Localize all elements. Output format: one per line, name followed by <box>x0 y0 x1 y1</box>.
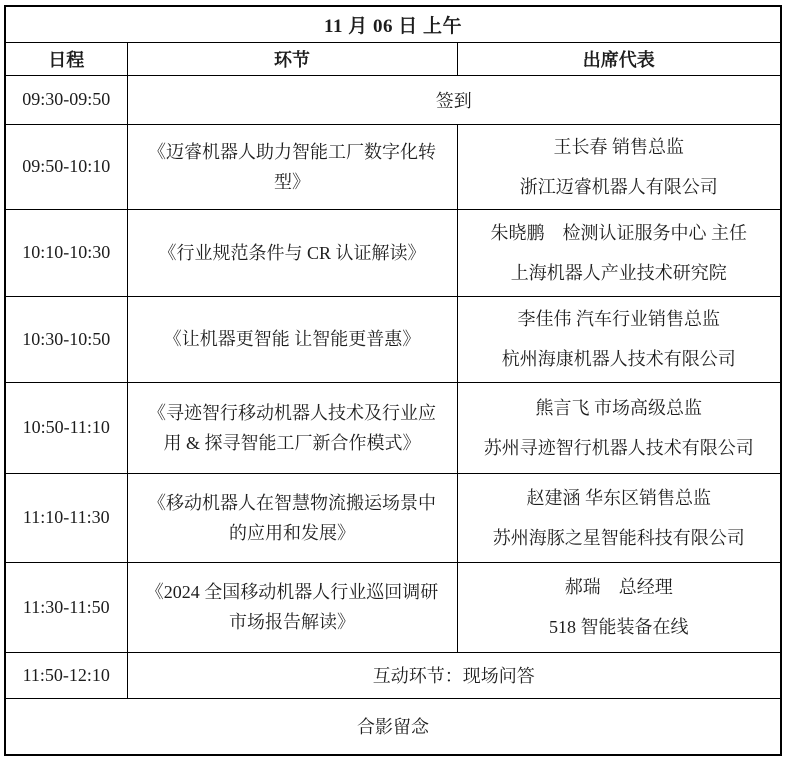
time-cell: 10:10-10:30 <box>5 209 127 296</box>
time-cell: 11:30-11:50 <box>5 562 127 652</box>
speaker-cell <box>457 296 781 382</box>
table-row <box>5 209 781 296</box>
time-cell: 10:50-11:10 <box>5 382 127 473</box>
speaker-name: 朱晓鹏 检测认证服务中心 主任 <box>490 222 748 243</box>
table-header-row <box>5 42 781 75</box>
speaker-cell <box>457 473 781 562</box>
speaker-org: 浙江迈睿机器人有限公司 <box>519 176 718 197</box>
speaker-cell <box>457 124 781 209</box>
time-cell: 09:30-09:50 <box>5 75 127 124</box>
speaker-name: 赵建涵 华东区销售总监 <box>526 487 712 508</box>
qa-cell: 互动环节：现场问答 <box>127 652 781 698</box>
session-cell: 《移动机器人在智慧物流搬运场景中的应用和发展》 <box>127 473 457 562</box>
speaker-name: 王长春 销售总监 <box>553 136 685 157</box>
table-row <box>5 296 781 382</box>
speaker-org: 杭州海康机器人技术有限公司 <box>501 349 736 369</box>
time-cell: 09:50-10:10 <box>5 124 127 209</box>
session-cell: 《2024 全国移动机器人行业巡回调研市场报告解读》 <box>127 562 457 652</box>
table-row <box>5 473 781 562</box>
table-row <box>5 698 781 755</box>
speaker-org: 上海机器人产业技术研究院 <box>510 262 727 283</box>
column-header-speaker: 出席代表 <box>457 42 781 75</box>
signin-cell: 签到 <box>127 75 781 124</box>
session-cell: 《寻迹智行移动机器人技术及行业应用 & 探寻智能工厂新合作模式》 <box>127 382 457 473</box>
speaker-name: 李佳伟 汽车行业销售总监 <box>517 309 721 329</box>
group-photo-cell: 合影留念 <box>5 698 781 755</box>
time-cell: 10:30-10:50 <box>5 296 127 382</box>
speaker-name: 熊言飞 市场高级总监 <box>535 397 703 418</box>
agenda-table <box>4 5 782 756</box>
speaker-org: 苏州寻迹智行机器人技术有限公司 <box>483 437 754 458</box>
table-row <box>5 75 781 124</box>
speaker-cell <box>457 209 781 296</box>
session-cell: 《迈睿机器人助力智能工厂数字化转型》 <box>127 124 457 209</box>
table-row <box>5 124 781 209</box>
time-cell: 11:50-12:10 <box>5 652 127 698</box>
speaker-name: 郝瑞 总经理 <box>564 577 673 597</box>
session-cell: 《行业规范条件与 CR 认证解读》 <box>127 209 457 296</box>
column-header-time: 日程 <box>5 42 127 75</box>
table-row <box>5 562 781 652</box>
session-cell: 《让机器更智能 让智能更普惠》 <box>127 296 457 382</box>
speaker-org: 苏州海豚之星智能科技有限公司 <box>492 527 745 548</box>
speaker-cell <box>457 562 781 652</box>
table-row <box>5 652 781 698</box>
table-row <box>5 382 781 473</box>
agenda-title: 11 月 06 日 上午 <box>5 6 781 42</box>
speaker-cell <box>457 382 781 473</box>
column-header-session: 环节 <box>127 42 457 75</box>
time-cell: 11:10-11:30 <box>5 473 127 562</box>
speaker-org: 518 智能装备在线 <box>549 617 689 637</box>
table-title-row <box>5 6 781 42</box>
